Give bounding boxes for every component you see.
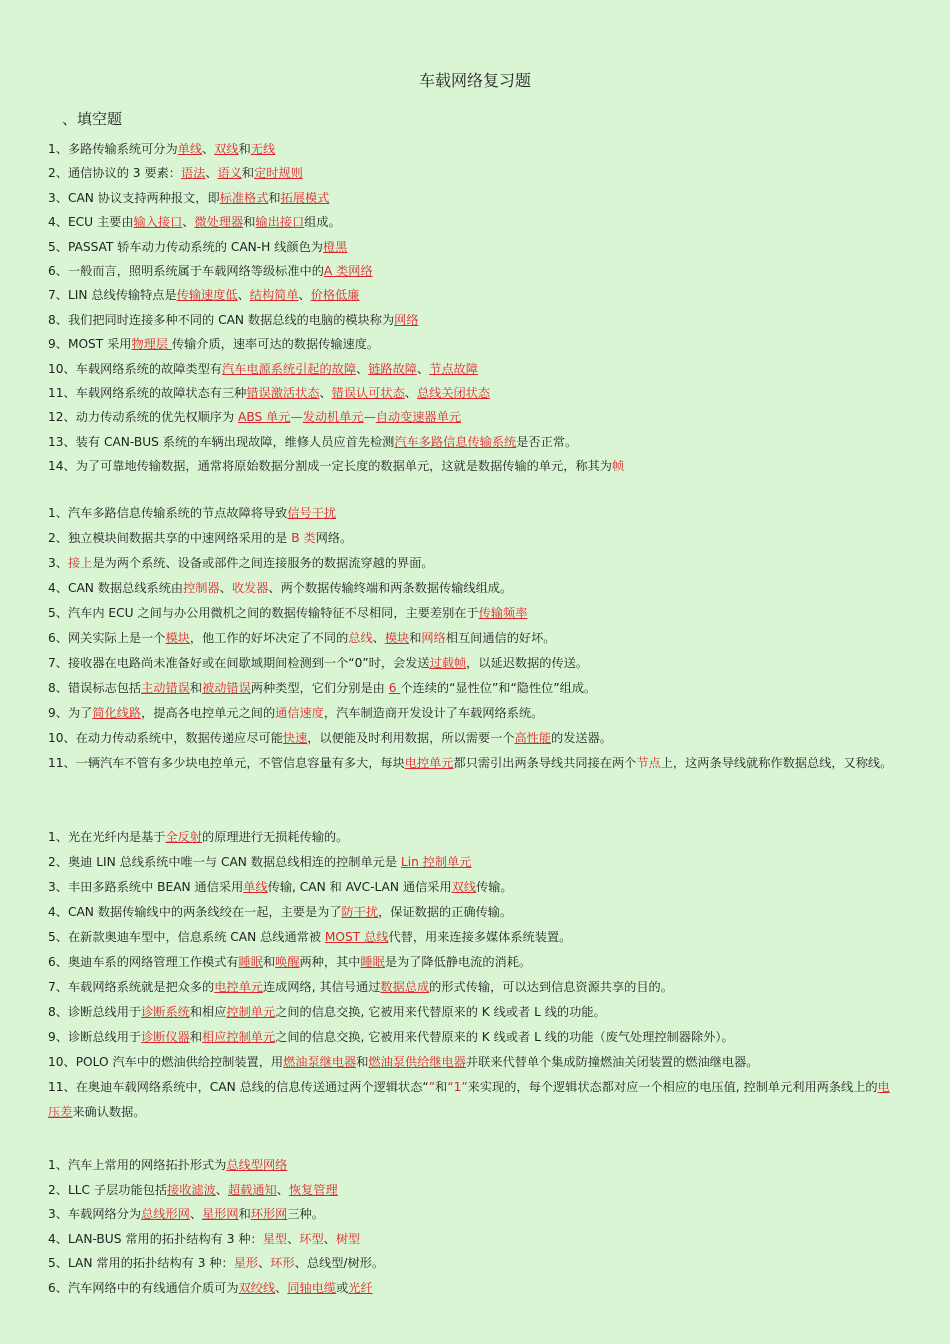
answer-text: Lin 控制单元 <box>400 855 472 869</box>
answer-text: 星形 <box>233 1256 259 1270</box>
answer-text: “1” <box>447 1080 468 1094</box>
answer-text: — <box>363 410 376 425</box>
answer-text: MOST 总线 <box>324 930 389 944</box>
question-text: 、 <box>416 361 430 376</box>
question-text: 1、多路传输系统可分为 <box>48 142 178 156</box>
question-line <box>48 501 896 525</box>
answer-text: A 类网络 <box>323 264 373 278</box>
question-line <box>48 381 896 405</box>
answer-text: 环型 <box>299 1231 324 1246</box>
answer-text: 电控单元 <box>404 756 454 770</box>
question-text: 和 <box>262 955 276 969</box>
question-line <box>48 283 896 307</box>
question-text: 5、LAN 常用的拓扑结构有 3 种： <box>48 1256 234 1270</box>
answer-text: 全反射 <box>165 830 203 844</box>
question-text: 9、为了 <box>48 706 93 720</box>
question-text: 来确认数据。 <box>72 1105 146 1119</box>
question-line <box>48 726 896 750</box>
question-text: 5、在新款奥迪车型中，信息系统 CAN 总线通常被 <box>48 930 325 944</box>
question-text: ，他工作的好坏决定了不同的 <box>189 631 349 645</box>
answer-text: 恢复管理 <box>288 1182 338 1197</box>
question-line <box>48 1153 896 1177</box>
answer-text: 自动变速器单元 <box>375 410 462 425</box>
question-text: 个连续的“显性位”和“隐性位”组成。 <box>400 681 597 695</box>
answer-text: 唤醒 <box>275 955 300 969</box>
answer-text: 模块 <box>165 631 190 645</box>
answer-text: 睡眠 <box>360 955 385 969</box>
question-line <box>48 1276 896 1300</box>
answer-text: 电压差 <box>48 1080 890 1119</box>
question-text: 、总线型/树形。 <box>294 1256 385 1270</box>
answer-text: 汽车多路信息传输系统 <box>394 434 517 449</box>
answer-text: 诊断仪器 <box>141 1030 190 1044</box>
question-line <box>48 626 896 650</box>
question-text: 8、我们把同时连接多种不同的 CAN 数据总线的电脑的模块称为 <box>48 312 395 327</box>
question-line <box>48 676 896 700</box>
question-text: 之间的信息交换, 它被用来代替原来的 K 线或者 L 线的功能（废气处理控制器除外）。 <box>275 1030 734 1044</box>
question-line <box>48 308 896 332</box>
answer-text: 标准格式 <box>219 190 269 205</box>
question-text: 相互间通信的好坏。 <box>445 631 556 645</box>
answer-text: 输出接口 <box>255 215 305 230</box>
answer-text: 单线 <box>243 880 268 894</box>
answer-text: ABS 单元 <box>238 410 291 425</box>
answer-text: 环形 <box>270 1256 295 1270</box>
question-text: 10、POLO 汽车中的燃油供给控制装置，用 <box>48 1055 284 1069</box>
question-text: 4、LAN-BUS 常用的拓扑结构有 3 种： <box>48 1231 263 1246</box>
question-line <box>48 1178 896 1202</box>
question-text: 8、错误标志包括 <box>48 681 142 695</box>
question-text: 、 <box>276 1182 289 1197</box>
answer-text: 价格低廉 <box>310 288 360 303</box>
answer-text: 总线型网络 <box>226 1158 288 1172</box>
answer-text: 网络 <box>421 631 446 645</box>
answer-text: 错误激活状态 <box>246 386 320 400</box>
question-line <box>48 701 896 725</box>
answer-text: 总线关闭状态 <box>416 386 491 400</box>
answer-text: 防干扰 <box>341 905 379 919</box>
answer-text: 接收滤波 <box>167 1182 216 1197</box>
question-text: 、 <box>275 1280 288 1295</box>
answer-text: 诊断系统 <box>141 1005 190 1019</box>
answer-text: 树型 <box>335 1231 361 1246</box>
answer-text: 总线形网 <box>141 1207 190 1221</box>
question-text: 三种。 <box>287 1207 324 1221</box>
question-text: 、 <box>182 215 195 230</box>
question-text: 两种类型，它们分别是由 <box>250 681 389 695</box>
answer-text: 6 <box>388 681 401 695</box>
answer-text: 相应控制单元 <box>202 1030 276 1044</box>
answer-text: 输入接口 <box>133 215 183 230</box>
question-line <box>48 551 896 575</box>
question-line <box>48 186 896 210</box>
answer-text: 结构简单 <box>249 288 299 303</box>
answer-text: 错误认可状态 <box>331 386 405 400</box>
question-text: 4、ECU 主要由 <box>48 215 134 230</box>
question-text: 组成。 <box>304 215 341 230</box>
answer-text: 数据总成 <box>380 980 430 994</box>
answer-text: 简化线路 <box>92 706 142 720</box>
answer-text: 睡眠 <box>238 955 263 969</box>
question-text: 和 <box>189 681 203 695</box>
question-text: 和 <box>238 142 251 156</box>
question-text: 13、装有 CAN-BUS 系统的车辆出现故障，维修人员应首先检测 <box>48 434 395 449</box>
question-text: 两种，其中 <box>299 955 361 969</box>
question-text: 来实现的，每个逻辑状态都对应一个相应的电压值, 控制单元利用两条线上的 <box>467 1080 878 1094</box>
answer-text: 微处理器 <box>194 215 244 230</box>
answer-text: 超载通知 <box>227 1182 277 1197</box>
answer-text: 主动错误 <box>141 681 190 695</box>
question-text: 连成网络, 其信号通过 <box>262 980 381 994</box>
question-line <box>48 975 896 999</box>
question-text: 、 <box>202 142 215 156</box>
answer-text: 燃油泵继电器 <box>283 1055 357 1069</box>
question-line <box>48 751 896 776</box>
question-line <box>48 405 896 429</box>
answer-text: 环形网 <box>250 1207 288 1221</box>
answer-text: 光纤 <box>348 1280 373 1295</box>
question-text: 网络。 <box>315 531 353 545</box>
question-text: 和 <box>268 190 281 205</box>
question-text: 、 <box>205 166 218 181</box>
answer-text: 双线 <box>451 880 477 894</box>
question-text: 、 <box>215 1182 228 1197</box>
answer-text: 收发器 <box>231 581 269 595</box>
question-text: 6、一般而言，照明系统属于车载网络等级标准中的 <box>48 264 324 278</box>
question-line <box>48 1050 896 1074</box>
question-text: 10、车载网络系统的故障类型有 <box>48 361 222 376</box>
question-text: 11、一辆汽车不管有多少块电控单元，不管信息容量有多大，每块 <box>48 756 405 770</box>
question-text: 1、光在光纤内是基于 <box>48 830 166 844</box>
question-line <box>48 1000 896 1024</box>
question-text: 、 <box>237 288 250 303</box>
answer-text: 单线 <box>177 142 203 156</box>
question-text: 2、LLC 子层功能包括 <box>48 1182 168 1197</box>
answer-text: 星形网 <box>202 1207 239 1221</box>
question-text: 和 <box>243 215 256 230</box>
question-text: 传输。 <box>476 880 513 894</box>
question-text: 9、诊断总线用于 <box>48 1030 142 1044</box>
question-text: 的原理进行无损耗传输的。 <box>202 830 349 844</box>
question-text: 和相应 <box>189 1005 227 1019</box>
question-text: 或 <box>336 1280 349 1295</box>
question-text: 和 <box>189 1030 203 1044</box>
question-text: 、 <box>372 631 385 645</box>
question-text: 2、独立模块间数据共享的中速网络采用的是 <box>48 531 292 545</box>
question-line <box>48 950 896 974</box>
question-text: ，保证数据的正确传输。 <box>378 905 513 919</box>
question-text: 6、网关实际上是一个 <box>48 631 166 645</box>
answer-text: ” <box>428 1080 436 1094</box>
question-text: 8、诊断总线用于 <box>48 1005 142 1019</box>
question-text: 和 <box>241 166 255 181</box>
question-line <box>48 1202 896 1226</box>
question-text: 1、汽车多路信息传输系统的节点故障将导致 <box>48 506 288 520</box>
question-text: ，提高各电控单元之间的 <box>141 706 276 720</box>
question-text: 12、动力传动系统的优先权顺序为 <box>48 410 239 425</box>
question-text: 、 <box>319 386 332 400</box>
question-line <box>48 161 896 185</box>
question-text: 上，这两条导线就称作数据总线，又称线。 <box>660 756 893 770</box>
answer-text: 控制器 <box>183 581 220 595</box>
answer-text: 燃油泵供给继电器 <box>368 1055 466 1069</box>
question-line <box>48 850 896 874</box>
question-line <box>48 825 896 849</box>
question-line <box>48 1075 896 1125</box>
answer-text: 拓展模式 <box>280 190 330 205</box>
question-text: 4、CAN 数据总线系统由 <box>48 581 184 595</box>
question-text: 、 <box>287 1231 300 1246</box>
question-line <box>48 357 896 381</box>
question-text: 10、在动力传动系统中，数据传递应尽可能 <box>48 731 283 745</box>
answer-text: 传输频率 <box>478 606 528 620</box>
question-text: 并联来代替单个集成防撞燃油关闭装置的燃油继电器。 <box>465 1055 759 1069</box>
answer-text: 星型 <box>262 1231 288 1246</box>
question-line <box>48 526 896 550</box>
question-text: 是为两个系统、设备或部件之间连接服务的数据流穿越的界面。 <box>92 556 434 570</box>
question-line <box>48 1251 896 1275</box>
answer-text: 节点 <box>636 756 661 770</box>
answer-text: 节点故障 <box>429 361 478 376</box>
answer-text: 接上 <box>67 556 93 570</box>
question-text: 14、为了可靠地传输数据，通常将原始数据分割成一定长度的数据单元，这就是数据传输的单元，称其为 <box>48 459 612 474</box>
answer-text: 控制单元 <box>226 1005 276 1019</box>
answer-text: 同轴电缆 <box>287 1280 337 1295</box>
answer-text: 链路故障 <box>368 361 417 376</box>
answer-text: 信号干扰 <box>287 506 337 520</box>
question-text: 1、汽车上常用的网络拓扑形式为 <box>48 1158 227 1172</box>
question-text: 2、奥迪 LIN 总线系统中唯一与 CAN 数据总线相连的控制单元是 <box>48 855 401 869</box>
page-title: 车载网络复习题 <box>418 71 531 90</box>
answer-text: 通信速度 <box>275 706 324 720</box>
question-line <box>48 332 896 356</box>
answer-text: 模块 <box>384 631 410 645</box>
answer-text: 发动机单元 <box>302 410 364 425</box>
question-text: 、 <box>404 386 417 400</box>
answer-text: 总线 <box>348 631 373 645</box>
question-text: 3、丰田多路系统中 BEAN 通信采用 <box>48 880 244 894</box>
answer-text: 物理层 <box>131 337 172 352</box>
answer-text: 语义 <box>217 166 242 181</box>
answer-text: 高性能 <box>514 731 552 745</box>
question-text: 、 <box>219 581 232 595</box>
question-text: 传输, CAN 和 AVC-LAN 通信采用 <box>267 880 452 894</box>
question-line <box>48 1227 896 1251</box>
question-text: 、 <box>323 1231 336 1246</box>
answer-text: 双线 <box>214 142 239 156</box>
question-text: 、 <box>356 361 369 376</box>
question-text: 之间的信息交换, 它被用来代替原来的 K 线或者 L 线的功能。 <box>275 1005 606 1019</box>
question-text: 和 <box>409 631 422 645</box>
question-text: 11、车载网络系统的故障状态有三种 <box>48 386 247 400</box>
question-text: 3、车载网络分为 <box>48 1207 142 1221</box>
question-text: 、两个数据传输终端和两条数据传输线组成。 <box>268 581 513 595</box>
question-text: 和 <box>435 1080 448 1094</box>
question-line <box>48 454 896 478</box>
question-text: 代替，用来连接多媒体系统装置。 <box>388 930 572 944</box>
question-text: 4、CAN 数据传输线中的两条线绞在一起，主要是为了 <box>48 905 342 919</box>
answer-text: 语法 <box>180 166 206 181</box>
question-text: 和 <box>238 1207 251 1221</box>
question-text: 7、LIN 总线传输特点是 <box>48 288 177 303</box>
answer-text: 电控单元 <box>214 980 263 994</box>
section-heading: 、填空题 <box>62 110 123 128</box>
answer-text: 过载帧 <box>429 656 467 670</box>
question-text: 2、通信协议的 3 要素： <box>48 166 181 181</box>
answer-text: 网络 <box>394 312 419 327</box>
answer-text: — <box>290 410 303 425</box>
question-text: 6、汽车网络中的有线通信介质可为 <box>48 1280 239 1295</box>
answer-text: 橙黑 <box>322 239 348 254</box>
question-line <box>48 875 896 899</box>
question-text: ，以便能及时利用数据，所以需要一个 <box>307 731 515 745</box>
answer-text: 被动错误 <box>202 681 251 695</box>
question-text: 5、PASSAT 轿车动力传动系统的 CAN-H 线颜色为 <box>48 239 323 254</box>
question-text: ，汽车制造商开发设计了车载网络系统。 <box>323 706 544 720</box>
answer-text: 快速 <box>282 731 308 745</box>
question-text: 3、CAN 协议支持两种报文，即 <box>48 190 220 205</box>
question-text: 的发送器。 <box>551 731 612 745</box>
question-text: ，以延迟数据的传送。 <box>466 656 589 670</box>
question-text: 5、汽车内 ECU 之间与办公用微机之间的数据传输特征不尽相同，主要差别在于 <box>48 606 479 620</box>
question-line <box>48 137 896 161</box>
question-line <box>48 900 896 924</box>
question-line <box>48 1025 896 1049</box>
question-text: 是为了降低静电流的消耗。 <box>384 955 532 969</box>
question-line <box>48 651 896 675</box>
answer-text: 帧 <box>611 459 625 474</box>
answer-text: 传输速度低 <box>176 288 238 303</box>
question-line <box>48 925 896 949</box>
question-text: 3、 <box>48 556 68 570</box>
question-text: 的形式传输，可以达到信息资源共享的目的。 <box>429 980 673 994</box>
question-text: 11、在奥迪车载网络系统中，CAN 总线的信息传送通过两个逻辑状态“ <box>48 1080 429 1094</box>
question-text: 、 <box>258 1256 271 1270</box>
question-text: 、 <box>298 288 311 303</box>
question-text: 是否正常。 <box>516 434 578 449</box>
question-text: 都只需引出两条导线共同接在两个 <box>453 756 637 770</box>
question-line <box>48 235 896 259</box>
answer-text: 汽车电源系统引起的故障 <box>221 361 357 376</box>
question-text: 6、奥迪车系的网络管理工作模式有 <box>48 955 239 969</box>
question-line <box>48 601 896 625</box>
question-text: 9、MOST 采用 <box>48 337 132 352</box>
answer-text: 定时规则 <box>254 166 303 181</box>
question-text: 、 <box>189 1207 203 1221</box>
question-line <box>48 259 896 283</box>
answer-text: 双绞线 <box>238 1280 276 1295</box>
question-text: 7、接收器在电路尚未准备好或在间歇域期间检测到一个“0”时，会发送 <box>48 656 430 670</box>
question-line <box>48 210 896 234</box>
question-text: 和 <box>356 1055 369 1069</box>
answer-text: B 类 <box>291 531 316 545</box>
question-line <box>48 430 896 454</box>
question-line <box>48 576 896 600</box>
question-text: 传输介质，速率可达的数据传输速度。 <box>171 337 380 352</box>
answer-text: 无线 <box>250 142 276 156</box>
question-text: 7、车载网络系统就是把众多的 <box>48 980 215 994</box>
